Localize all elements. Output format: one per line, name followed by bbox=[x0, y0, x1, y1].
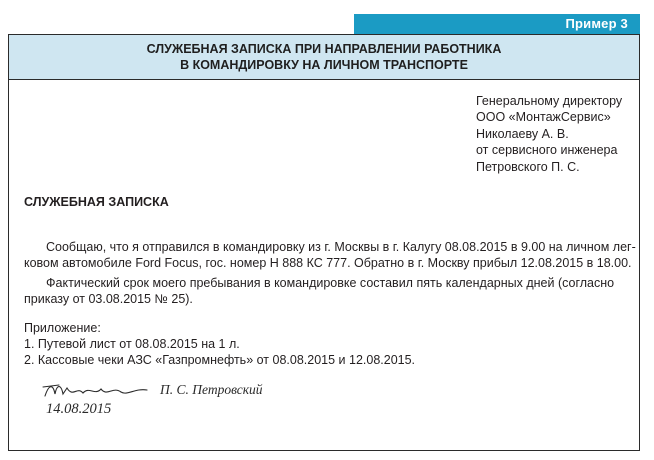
attachments-label: Приложение: bbox=[24, 321, 101, 335]
paragraph-line: Сообщаю, что я отправился в командировку из г. Москвы в г. Калугу 08.08.2015 в 9.00 на личном лег- bbox=[46, 240, 636, 254]
attachment-item: 2. Кассовые чеки АЗС «Газпромнефть» от 08.08.2015 и 12.08.2015. bbox=[24, 353, 416, 368]
paragraph-line: Фактический срок моего пребывания в командировке составил пять календарных дней (согласно bbox=[46, 276, 615, 290]
example-label: Пример 3 bbox=[354, 14, 640, 34]
addressee-line: Генеральному директору bbox=[476, 94, 623, 108]
signature-stroke bbox=[45, 387, 147, 397]
body-paragraph-1 bbox=[24, 239, 636, 272]
addressee-line: ООО «МонтажСервис» bbox=[476, 110, 611, 125]
addressee-block bbox=[476, 93, 622, 175]
title-line-2: В КОМАНДИРОВКУ НА ЛИЧНОМ ТРАНСПОРТЕ bbox=[180, 58, 468, 72]
paragraph-line: приказу от 03.08.2015 № 25). bbox=[24, 292, 193, 307]
attachments-list bbox=[24, 320, 415, 369]
document-title bbox=[8, 34, 640, 80]
body-paragraph-2 bbox=[24, 275, 614, 308]
attachment-item: 1. Путевой лист от 08.08.2015 на 1 л. bbox=[24, 337, 240, 352]
addressee-line: от сервисного инженера bbox=[476, 143, 618, 158]
title-line-1: СЛУЖЕБНАЯ ЗАПИСКА ПРИ НАПРАВЛЕНИИ РАБОТНИКА bbox=[146, 42, 502, 56]
addressee-line: Петровского П. С. bbox=[476, 159, 580, 174]
signer-name: П. С. Петровский bbox=[160, 382, 263, 397]
memo-heading: СЛУЖЕБНАЯ ЗАПИСКА bbox=[24, 195, 169, 209]
handwritten-signature bbox=[43, 380, 153, 402]
addressee-line: Николаеву А. В. bbox=[476, 126, 569, 141]
signature-date: 14.08.2015 bbox=[46, 401, 112, 417]
paragraph-line: ковом автомобиле Ford Focus, гос. номер Н 888 КС 777. Обратно в г. Москву прибыл 12.08.2015 в 18.00. bbox=[24, 256, 632, 271]
